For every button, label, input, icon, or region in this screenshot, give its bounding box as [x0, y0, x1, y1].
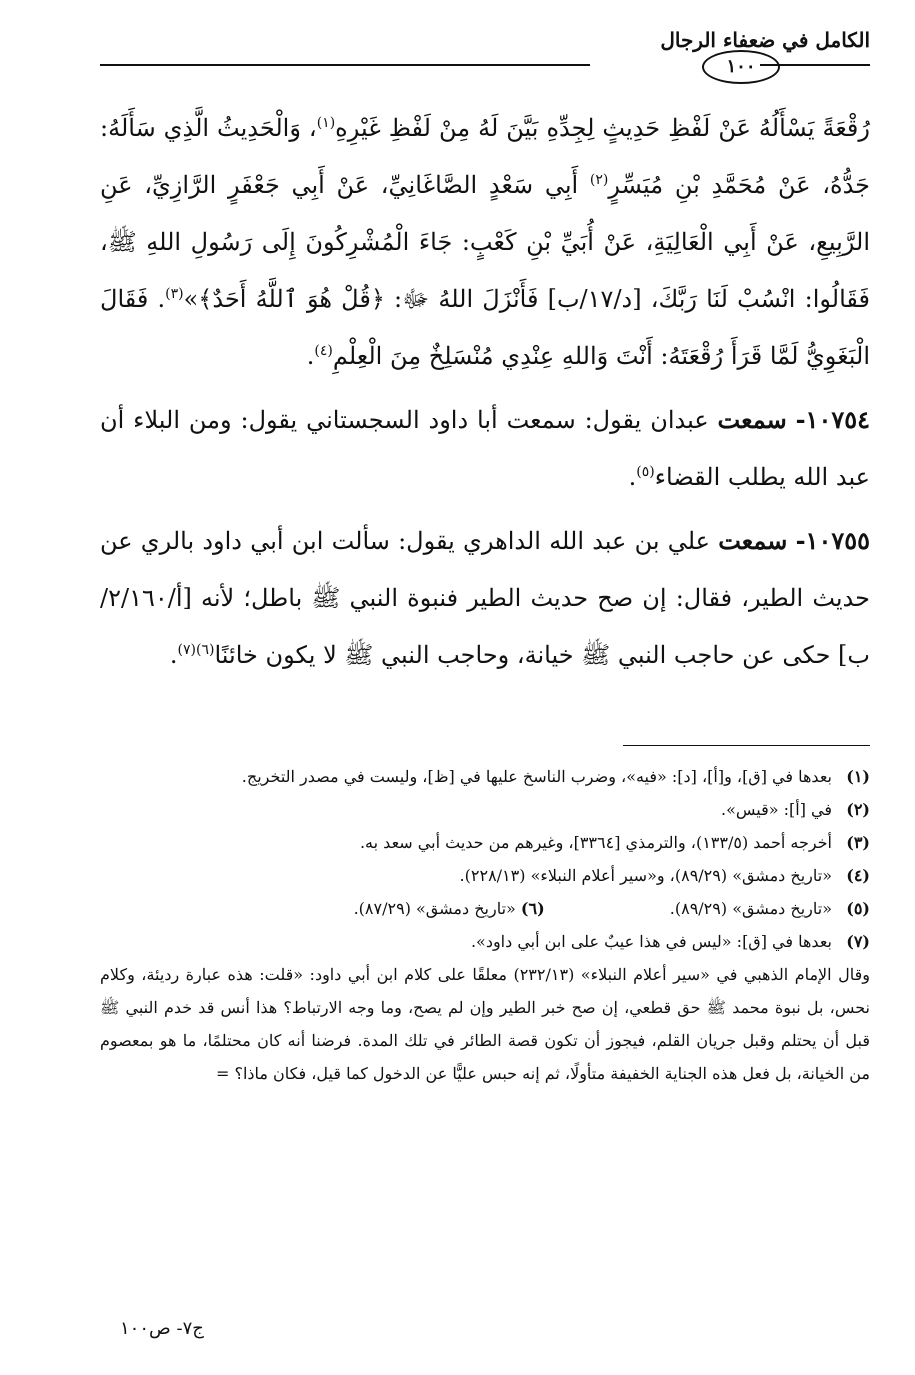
footnote-text: «تاريخ دمشق» (٨٩/٢٩)، و«سير أعلام النبلاء» (٢٢٨/١٣).: [459, 866, 832, 885]
paragraph-1: [100, 100, 870, 385]
hadith-number: ١٠٧٥٥-: [795, 526, 870, 555]
footnote-mark: (٤): [846, 866, 870, 885]
paragraph-text: .: [306, 342, 315, 370]
footnote-text: بعدها في [ق]: «ليس في هذا عيبٌ على ابن أبي داود».: [470, 932, 832, 951]
paragraph-text: عبدان يقول: سمعت أبا داود السجستاني يقول: ومن البلاء أن عبد الله يطلب القضاء: [100, 406, 870, 491]
footnote-ref-6-7[interactable]: (٦)(٧): [177, 642, 215, 658]
footnote-mark: (٣): [846, 833, 870, 852]
paragraph-text: .: [628, 463, 637, 491]
footnotes: [100, 760, 870, 1090]
header-rule: [100, 64, 590, 66]
footnote-7-continuation: وقال الإمام الذهبي في «سير أعلام النبلاء» (٢٣٢/١٣) معلقًا على كلام ابن أبي داود: «قلت: هذه عبارة رديئة، وكلام نحس، بل نبوة محمد ﷺ حق قطعي، إن صح خبر الطير وإن لم يصح، وما وجه الارتباط؟ هذا أنس قد خدم النبي ﷺ قبل أن يحتلم وقبل جريان القلم، فيجوز أن تكون قصة الطائر في تلك المدة. فرضنا أنه كان محتلمًا، ما هو بمعصوم من الخيانة، بل فعل هذه الجناية الخفيفة متأولًا، ثم إنه حبس عليًّا عن الدخول كما قيل، فكان ماذا؟ =: [100, 965, 871, 1083]
footnote-ref-1[interactable]: (١): [316, 115, 336, 131]
paragraph-text: رُقْعَةً يَسْأَلُهُ عَنْ لَفْظِ حَدِيثٍ لِجِدِّهِ بَيَّنَ لَهُ مِنْ لَفْظِ غَيْرِهِ: [335, 114, 870, 142]
keyword: سمعت: [718, 526, 788, 555]
paragraph-10754: [100, 391, 870, 506]
footnote-text: في [أ]: «قيس».: [720, 800, 832, 819]
footnote-text: «تاريخ دمشق» (٨٧/٢٩).: [353, 899, 516, 918]
footnote-5-6: [100, 892, 870, 925]
page-header: [100, 22, 870, 82]
footnote-7: [100, 925, 870, 958]
footnote-3: [100, 826, 870, 859]
footnote-1: [100, 760, 870, 793]
footnote-text: «تاريخ دمشق» (٨٩/٢٩).: [669, 899, 832, 918]
paragraph-text: علي بن عبد الله الداهري يقول: سألت ابن أبي داود بالري عن حديث الطير، فقال: إن صح حديث الطير فنبوة النبي ﷺ باطل؛ لأنه [أ/٢/١٦٠/ب] حكى عن حاجب النبي ﷺ خيانة، وحاجب النبي ﷺ لا يكون خائنًا: [100, 527, 870, 669]
keyword: سمعت: [717, 405, 787, 434]
footnote-mark: (٧): [846, 932, 870, 951]
footnote-text: أخرجه أحمد (١٣٣/٥)، والترمذي [٣٣٦٤]، وغيرهم من حديث أبي سعد به.: [359, 833, 832, 852]
hadith-number: ١٠٧٥٤-: [795, 405, 870, 434]
footnote-4: [100, 859, 870, 892]
running-title: الكامل في ضعفاء الرجال: [660, 28, 870, 52]
footnote-separator: [623, 745, 870, 746]
footnote-2: [100, 793, 870, 826]
footnote-ref-4[interactable]: (٤): [314, 343, 333, 359]
footnote-mark: (٢): [846, 800, 870, 819]
paragraph-text: أَبِي سَعْدٍ الصَّاغَانِيِّ، عَنْ أَبِي جَعْفَرٍ الرَّازِيِّ، عَنِ الرَّبِيعِ، عَنْ أَبِي الْعَالِيَةِ، عَنْ أُبَيِّ بْنِ كَعْبٍ: جَاءَ الْمُشْرِكُونَ إِلَى رَسُولِ اللهِ ﷺ، فَقَالُوا: انْسُبْ لَنَا رَبَّكَ، [د/١٧/ب] فَأَنْزَلَ اللهُ ﷻ: ﴿قُلْ هُوَ ٱللَّهُ أَحَدٌ﴾»: [100, 171, 871, 313]
footnote-mark: (١): [846, 767, 870, 786]
footnote-mark: (٥): [846, 899, 870, 918]
footnote-ref-3[interactable]: (٣): [165, 286, 184, 302]
footnote-ref-2[interactable]: (٢): [589, 172, 609, 188]
footnote-text: بعدها في [ق]، و[أ]، [د]: «فيه»، وضرب الناسخ عليها في [ظ]، وليست في مصدر التخريج.: [241, 767, 832, 786]
volume-page-label: ج٧- ص١٠٠: [120, 1318, 204, 1339]
paragraph-text: . فَقَالَ الْبَغَوِيُّ لَمَّا قَرَأَ رُقْعَتَهُ: أَنْتَ وَاللهِ عِنْدِي مُنْسَلِخٌ مِنَ الْعِلْمِ: [100, 285, 870, 370]
paragraph-10755: [100, 512, 870, 684]
page-number-badge: ١٠٠: [702, 50, 780, 84]
main-text: [100, 100, 870, 684]
footnote-6: [354, 892, 545, 925]
paragraph-text: .: [169, 641, 178, 669]
footnote-ref-5[interactable]: (٥): [636, 464, 655, 480]
paragraph-text: ، وَالْحَدِيثُ الَّذِي سَأَلَهُ: جَدُّهُ، عَنْ مُحَمَّدِ بْنِ مُيَسِّرٍ: [100, 114, 870, 199]
footnote-mark: (٦): [520, 899, 545, 918]
